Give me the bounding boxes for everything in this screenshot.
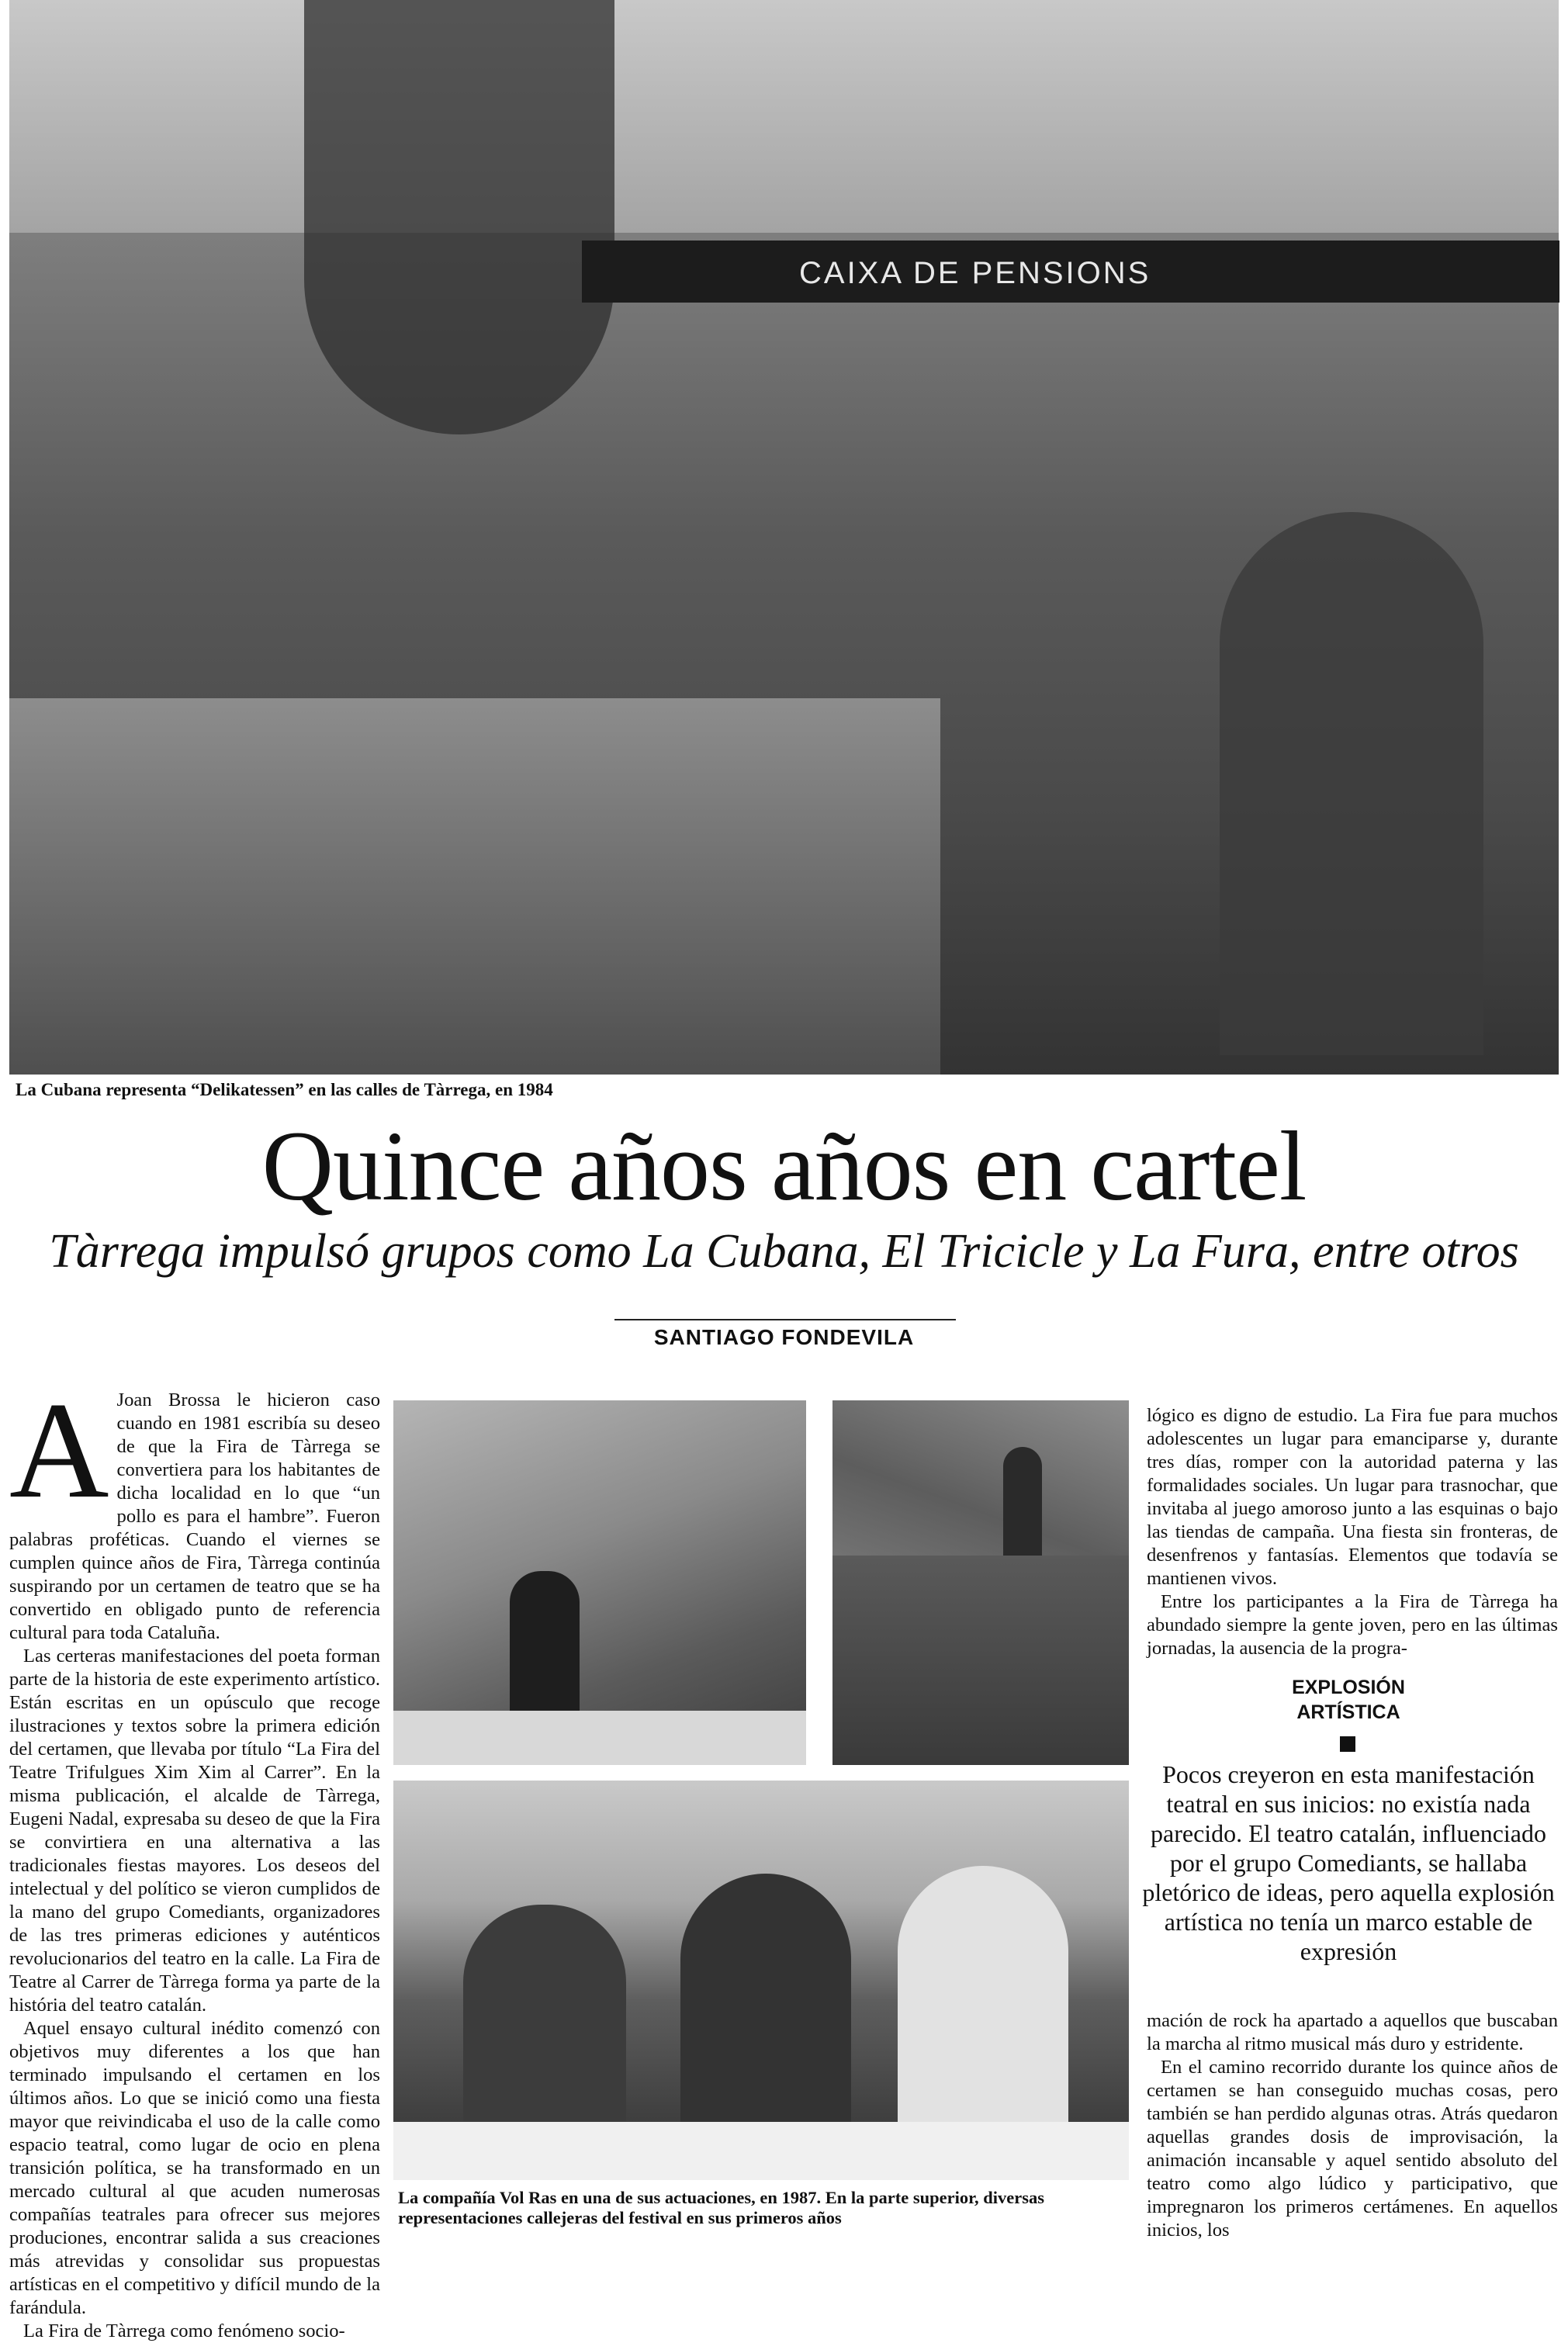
article-paragraph: En el camino recorrido durante los quince años de certamen se han conseguido muchas cosas, pero también se han perdido algunas otras. Atrás quedaron aquellas grandes dosis de improvisación, la animación incansable y aquel sentido absoluto del teatro como algo lúdico y participativo, que impregnaron los primeros certámenes. En aquellos inicios, los: [1147, 2057, 1558, 2241]
pull-quote: Pocos creyeron en esta manifestación teatral en sus inicios: no existía nada parecido. El teatro catalán, influenciado por el grupo Comediants, se hallaba pletórico de ideas, pero aquella explosión artística no tenía un marco estable de expresión: [1142, 1760, 1555, 1965]
headline: Quince años años en cartel: [261, 1111, 1307, 1221]
article-paragraph: Aquel ensayo cultural inédito comenzó con objetivos muy diferentes a los que han terminado impulsando el certamen en los últimos años. Lo que se inició como una fiesta mayor que reivindicaba el uso de la calle como espacio teatral, como lugar de ocio en plena transición política, se ha transformado en un mercado cultural al que acuden numerosas compañías teatrales para ofrecer sus mejores produciones, encontrar salida a sus creaciones más atrevidas y consolidar sus propuestas artísticas en el competitivo y difícil mundo de la farándula.: [9, 2018, 380, 2318]
bank-sign-text: CAIXA DE PENSIONS: [799, 256, 1151, 290]
street-performance-photo-1: [393, 1400, 806, 1765]
article-paragraph: La Fira de Tàrrega como fenómeno socio-: [23, 2321, 345, 2341]
dropcap: A: [9, 1373, 109, 1527]
byline: SANTIAGO FONDEVILA: [653, 1325, 915, 1349]
byline-rule: [614, 1319, 956, 1320]
article-column-3-top: [1147, 1404, 1558, 1660]
box-heading-1: EXPLOSIÓN: [1292, 1677, 1405, 1698]
top-photo: [9, 0, 1559, 1075]
article-paragraph: A Joan Brossa le hicieron caso cuando en 1981 escribía su deseo de que la Fira de Tàrrega se convertiera para los habitantes de dicha localidad en lo que “un pollo es para el hambre”. Fueron palabras proféticas. Cuando el viernes se cumplen quince años de Fira, Tàrrega continúa suspirando por un certamen de teatro que se ha convertido en obligado punto de referencia cultural para toda Cataluña.: [9, 1373, 380, 1643]
article-column-1: [9, 1373, 380, 2343]
subheadline: Tàrrega impulsó grupos como La Cubana, El Tricicle y La Fura, entre otros: [49, 1225, 1519, 1278]
bottom-photo-caption: La compañía Vol Ras en una de sus actuaciones, en 1987. En la parte superior, diversas representaciones callejeras del festival en sus primeros años: [398, 2188, 1045, 2227]
vol-ras-photo: [393, 1781, 1129, 2180]
article-paragraph: mación de rock ha apartado a aquellos que buscaban la marcha al ritmo musical más duro y estridente.: [1147, 2010, 1558, 2054]
top-photo-caption: La Cubana representa “Delikatessen” en las calles de Tàrrega, en 1984: [11, 1078, 558, 1102]
box-heading-2: ARTÍSTICA: [1296, 1701, 1400, 1723]
article-paragraph: lógico es digno de estudio. La Fira fue para muchos adolescentes un lugar para emanciparse y, durante tres días, romper con la autoridad paterna y las formalidades sociales. Un lugar para trasnochar, que invitaba al juego amoroso junto a las esquinas o bajo las tiendas de campaña. Una fiesta sin fronteras, de desenfrenos y fantasías. Elementos que todavía se mantienen vivos.: [1147, 1405, 1558, 1589]
box-square-icon: [1340, 1736, 1355, 1752]
article-paragraph: Entre los participantes a la Fira de Tàrrega ha abundado siempre la gente joven, pero en las últimas jornadas, la ausencia de la progra-: [1147, 1591, 1558, 1659]
article-column-3-bottom: [1147, 2009, 1558, 2242]
street-performance-photo-2: [832, 1400, 1129, 1765]
article-paragraph: Las certeras manifestaciones del poeta forman parte de la historia de este experimento artístico. Están escritas en un opúsculo que recoge ilustraciones y textos sobre la primera edición del certamen, que llevaba por título “La Fira del Teatre Trifulgues Xim Xim al Carrer”. En la misma publicación, el alcalde de Tàrrega, Eugeni Nadal, expresaba su deseo de que la Fira se convirtiera en una alternativa a las tradicionales fiestas mayores. Los deseos del intelectual y del político se vieron cumplidos de la mano del grupo Comediants, organizadores de las tres primeras ediciones y auténticos revolucionarios del teatro en la calle. La Fira de Teatre al Carrer de Tàrrega forma ya parte de la história del teatro catalán.: [9, 1646, 380, 2016]
